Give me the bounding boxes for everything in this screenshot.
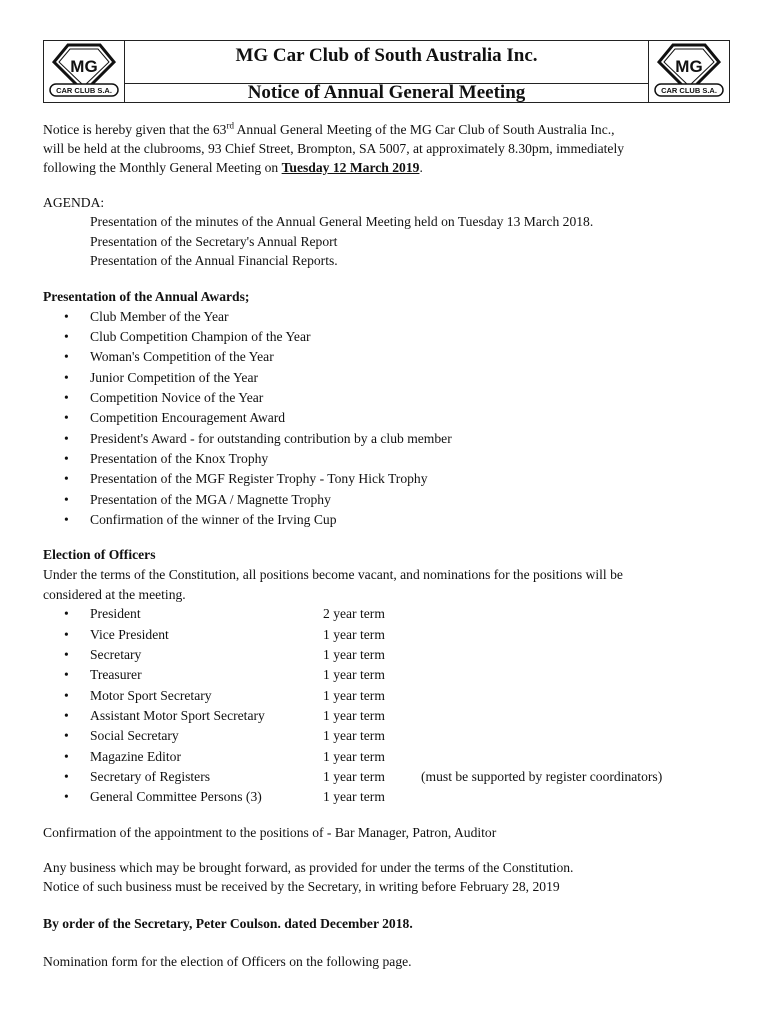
award-item: Competition Encouragement Award [90,410,286,425]
award-item: Club Competition Champion of the Year [90,329,311,344]
position-term: 2 year term [323,606,385,621]
bullet-icon: • [64,627,69,642]
award-item: Competition Novice of the Year [90,390,264,405]
business-line-1: Any business which may be brought forward, as provided for under the terms of the Constitution. [43,860,574,875]
position-term: 1 year term [323,667,385,682]
agenda-item: Presentation of the Secretary's Annual Report [90,234,338,249]
bullet-icon: • [64,769,69,784]
position-term: 1 year term [323,728,385,743]
logo-text-top: MG [675,57,703,76]
position-term: 1 year term [323,749,385,764]
mg-logo-icon [48,42,120,100]
notice-line-1: Notice is hereby given that the 63rd Annual General Meeting of the MG Car Club of South Australia Inc., [43,120,615,137]
bullet-icon: • [64,370,69,385]
bullet-icon: • [64,512,69,527]
logo-left [44,41,125,102]
position-term: 1 year term [323,789,385,804]
meeting-date: Tuesday 12 March 2019 [281,160,420,175]
award-item: Club Member of the Year [90,309,229,324]
position-note: (must be supported by register coordinators) [421,769,663,784]
meeting-title-text: Notice of Annual General Meeting [247,82,526,103]
position-name: President [90,606,141,621]
header-box [43,40,730,103]
signoff: By order of the Secretary, Peter Coulson. dated December 2018. [43,916,413,931]
meeting-title [124,83,649,103]
award-item: President's Award - for outstanding contribution by a club member [90,431,452,446]
position-name: Treasurer [90,667,142,682]
title-cell [124,41,649,102]
election-heading: Election of Officers [43,547,156,562]
position-name: Magazine Editor [90,749,181,764]
award-item: Woman's Competition of the Year [90,349,274,364]
position-name: Vice President [90,627,169,642]
bullet-icon: • [64,349,69,364]
position-name: Secretary of Registers [90,769,211,784]
logo-right [648,41,729,102]
club-title: MG Car Club of South Australia Inc. [235,45,538,66]
position-term: 1 year term [323,627,385,642]
bullet-icon: • [64,492,69,507]
agenda-heading: AGENDA: [43,195,105,210]
position-name: Assistant Motor Sport Secretary [90,708,265,723]
award-item: Presentation of the MGF Register Trophy - Tony Hick Trophy [90,471,428,486]
mg-logo-icon [653,42,725,100]
position-name: General Committee Persons (3) [90,789,262,804]
awards-heading: Presentation of the Annual Awards; [43,289,250,304]
position-term: 1 year term [323,647,385,662]
logo-text-bottom: CAR CLUB S.A. [661,86,717,95]
position-name: Secretary [90,647,142,662]
footer-note: Nomination form for the election of Officers on the following page. [43,954,412,969]
bullet-icon: • [64,431,69,446]
election-intro-1: Under the terms of the Constitution, all positions become vacant, and nominations for the positions will be [43,567,623,582]
position-term: 1 year term [323,769,385,784]
award-item: Junior Competition of the Year [90,370,259,385]
bullet-icon: • [64,789,69,804]
bullet-icon: • [64,471,69,486]
bullet-icon: • [64,606,69,621]
position-name: Social Secretary [90,728,179,743]
agenda-item: Presentation of the Annual Financial Reports. [90,253,338,268]
logo-text-bottom: CAR CLUB S.A. [56,86,112,95]
confirmation-text: Confirmation of the appointment to the positions of - Bar Manager, Patron, Auditor [43,825,497,840]
bullet-icon: • [64,329,69,344]
notice-line-3: following the Monthly General Meeting on Tuesday 12 March 2019. [43,160,423,175]
bullet-icon: • [64,309,69,324]
award-item: Confirmation of the winner of the Irving Cup [90,512,337,527]
position-term: 1 year term [323,708,385,723]
bullet-icon: • [64,688,69,703]
position-name: Motor Sport Secretary [90,688,212,703]
bullet-icon: • [64,390,69,405]
business-line-2: Notice of such business must be received by the Secretary, in writing before February 28, 2019 [43,879,560,894]
position-term: 1 year term [323,688,385,703]
notice-line-2: will be held at the clubrooms, 93 Chief Street, Brompton, SA 5007, at approximately 8.30pm, immediately [43,141,625,156]
bullet-icon: • [64,410,69,425]
bullet-icon: • [64,749,69,764]
bullet-icon: • [64,451,69,466]
bullet-icon: • [64,728,69,743]
agenda-item: Presentation of the minutes of the Annual General Meeting held on Tuesday 13 March 2018. [90,214,594,229]
bullet-icon: • [64,708,69,723]
award-item: Presentation of the MGA / Magnette Trophy [90,492,331,507]
bullet-icon: • [64,647,69,662]
award-item: Presentation of the Knox Trophy [90,451,269,466]
logo-text-top: MG [70,57,98,76]
bullet-icon: • [64,667,69,682]
election-intro-2: considered at the meeting. [43,587,186,602]
